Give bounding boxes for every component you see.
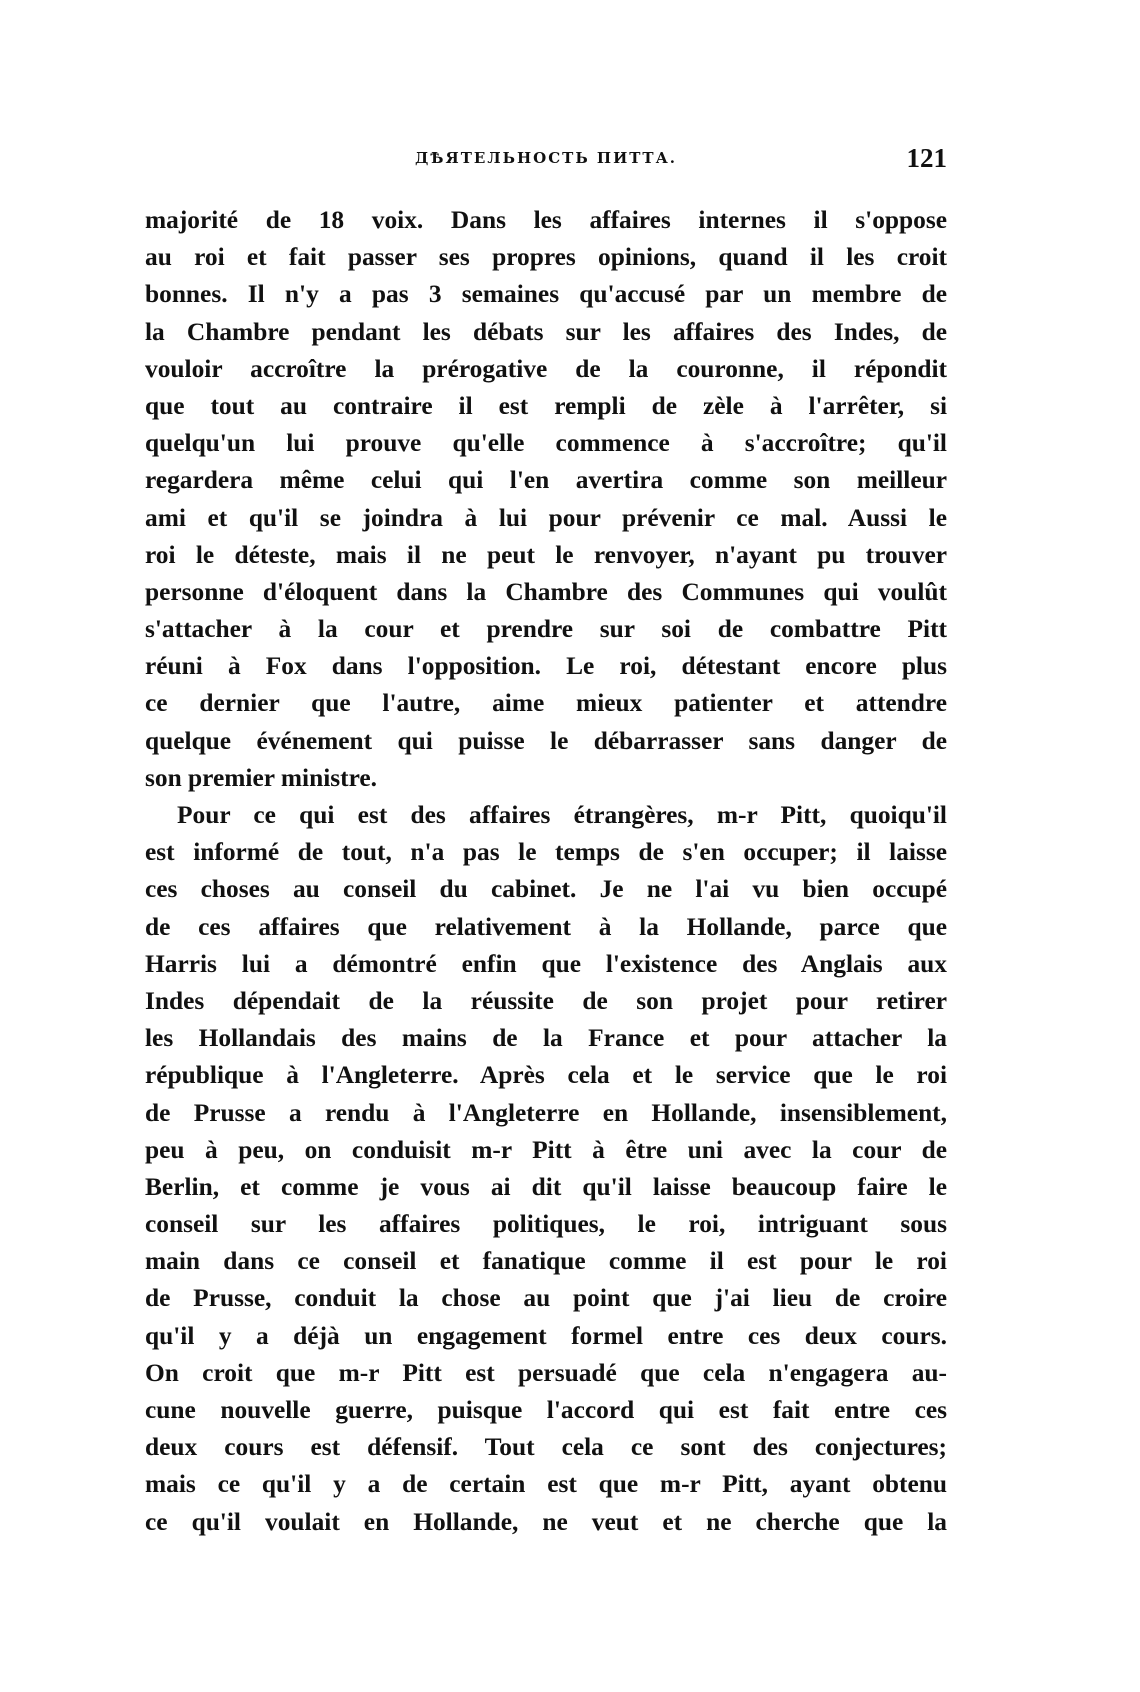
text-line: réuni à Fox dans l'opposition. Le roi, détestant encore plus — [145, 652, 947, 681]
text-line: ce qu'il voulait en Hollande, ne veut et ne cherche que la — [145, 1507, 947, 1536]
text-line: de ces affaires que relativement à la Hollande, parce que — [145, 912, 947, 941]
text-line: quelqu'un lui prouve qu'elle commence à s'accroître; qu'il — [145, 429, 947, 458]
text-line: au roi et fait passer ses propres opinions, quand il les croit — [145, 243, 947, 272]
body-text — [145, 202, 947, 1541]
text-line: On croit que m-r Pitt est persuadé que cela n'engagera au- — [145, 1358, 947, 1387]
paragraph — [145, 202, 947, 797]
text-line: Berlin, et comme je vous ai dit qu'il laisse beaucoup faire le — [145, 1172, 947, 1201]
running-head — [145, 143, 947, 183]
text-line: Harris lui a démontré enfin que l'existence des Anglais aux — [145, 949, 947, 978]
text-line: bonnes. Il n'y a pas 3 semaines qu'accusé par un membre de — [145, 280, 947, 309]
text-line: cune nouvelle guerre, puisque l'accord qui est fait entre ces — [145, 1396, 947, 1424]
text-line: est informé de tout, n'a pas le temps de s'en occuper; il laisse — [145, 838, 947, 867]
text-line: ami et qu'il se joindra à lui pour prévenir ce mal. Aussi le — [145, 503, 947, 532]
text-line: vouloir accroître la prérogative de la couronne, il répondit — [145, 354, 947, 383]
text-line: conseil sur les affaires politiques, le roi, intriguant sous — [145, 1210, 947, 1239]
text-line: deux cours est défensif. Tout cela ce sont des conjectures; — [145, 1433, 947, 1462]
text-line: Indes dépendait de la réussite de son projet pour retirer — [145, 986, 947, 1015]
text-line: Pour ce qui est des affaires étrangères, m-r Pitt, quoiqu'il — [177, 801, 947, 829]
text-line: peu à peu, on conduisit m-r Pitt à être uni avec la cour de — [145, 1135, 947, 1164]
text-line: de Prusse, conduit la chose au point que j'ai lieu de croire — [145, 1284, 947, 1313]
page-number: 121 — [906, 143, 947, 173]
text-line: mais ce qu'il y a de certain est que m-r Pitt, ayant obtenu — [145, 1470, 947, 1499]
text-line: main dans ce conseil et fanatique comme il est pour le roi — [145, 1247, 947, 1276]
text-line: roi le déteste, mais il ne peut le renvoyer, n'ayant pu trouver — [145, 540, 947, 569]
text-line: quelque événement qui puisse le débarrasser sans danger de — [145, 726, 947, 755]
text-line: regardera même celui qui l'en avertira comme son meilleur — [145, 466, 947, 495]
text-line: majorité de 18 voix. Dans les affaires internes il s'oppose — [145, 206, 947, 234]
text-line: ce dernier que l'autre, aime mieux patienter et attendre — [145, 689, 947, 718]
text-line: les Hollandais des mains de la France et pour attacher la — [145, 1024, 947, 1053]
text-line: son premier ministre. — [145, 763, 378, 792]
text-line: république à l'Angleterre. Après cela et le service que le roi — [145, 1061, 947, 1090]
running-title: ДѢЯТЕЛЬНОСТЬ ПИТТА. — [414, 149, 678, 167]
text-line: ces choses au conseil du cabinet. Je ne l'ai vu bien occupé — [145, 875, 947, 904]
text-line: qu'il y a déjà un engagement formel entre ces deux cours. — [145, 1321, 947, 1350]
text-line: la Chambre pendant les débats sur les affaires des Indes, de — [145, 317, 947, 346]
text-line: personne d'éloquent dans la Chambre des Communes qui voulût — [145, 577, 947, 606]
paragraph — [145, 797, 947, 1541]
text-line: de Prusse a rendu à l'Angleterre en Hollande, insensiblement, — [145, 1098, 947, 1127]
text-line: que tout au contraire il est rempli de zèle à l'arrêter, si — [145, 391, 947, 420]
text-line: s'attacher à la cour et prendre sur soi de combattre Pitt — [145, 615, 947, 644]
